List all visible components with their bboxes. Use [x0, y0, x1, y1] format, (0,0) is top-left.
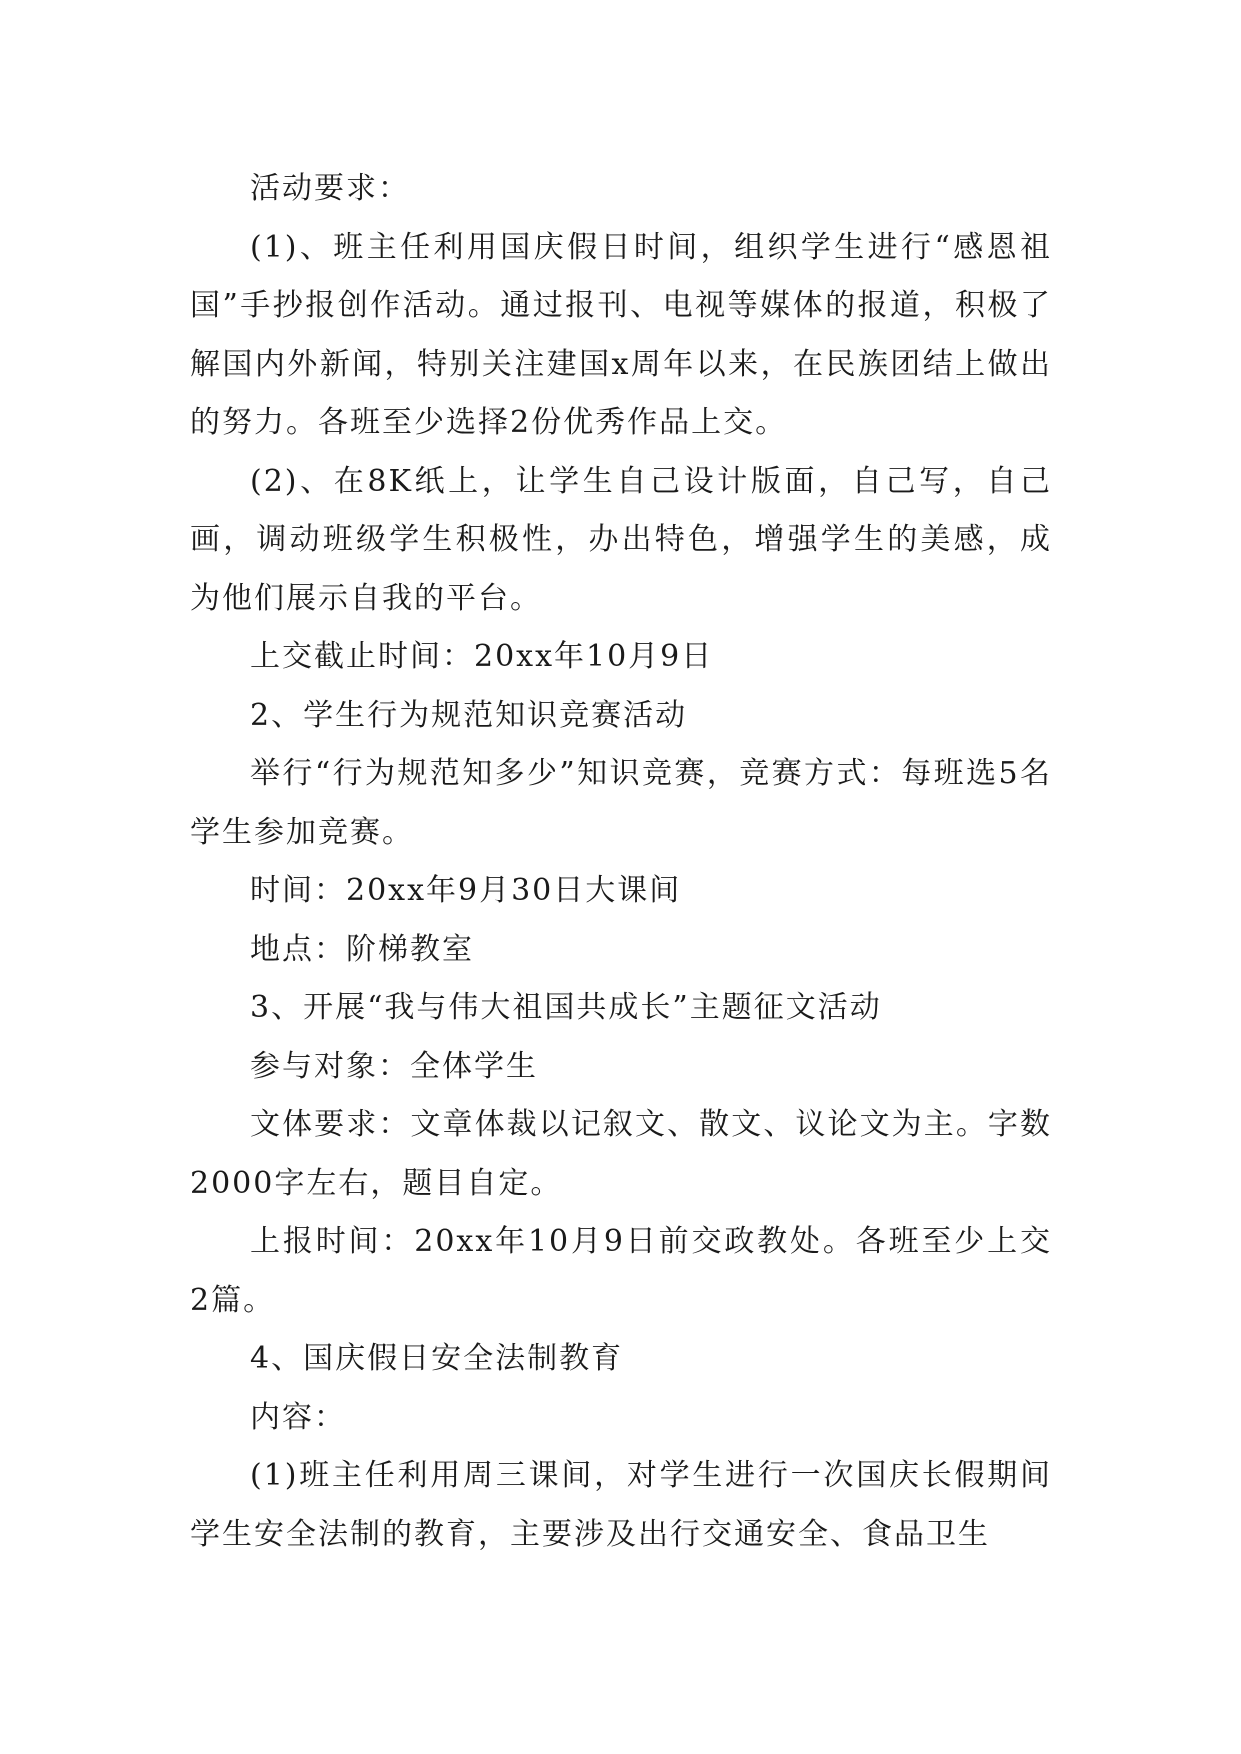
paragraph-submission-deadline: 上交截止时间：20xx年10月9日	[250, 639, 714, 674]
paragraph-quiz-time: 时间：20xx年9月30日大课间	[250, 873, 682, 908]
paragraph-section-4-heading: 4、国庆假日安全法制教育	[250, 1341, 624, 1376]
paragraph-participants: 参与对象：全体学生	[250, 1048, 538, 1084]
paragraph-report-time: 上报时间：20xx年10月9日前交政教处。各班至少上交2篇。	[190, 1224, 1052, 1318]
paragraph-section-2-heading: 2、学生行为规范知识竞赛活动	[250, 697, 688, 733]
paragraph-quiz-description: 举行“行为规范知多少”知识竞赛，竞赛方式：每班选5名学生参加竞赛。	[190, 756, 1052, 850]
paragraph-requirement-1: (1)、班主任利用国庆假日时间，组织学生进行“感恩祖国”手抄报创作活动。通过报刊、电视等媒体的报道，积极了解国内外新闻，特别关注建国x周年以来，在民族团结上做出的努力。各班至少选择2份优秀作品上交。	[190, 229, 1052, 440]
paragraph-quiz-location: 地点：阶梯教室	[250, 931, 474, 967]
paragraph-style-requirements: 文体要求：文章体裁以记叙文、散文、议论文为主。字数2000字左右，题目自定。	[190, 1107, 1052, 1201]
paragraph-requirement-2: (2)、在8K纸上，让学生自己设计版面，自己写，自己画，调动班级学生积极性，办出特色，增强学生的美感，成为他们展示自我的平台。	[190, 463, 1052, 616]
paragraph-content-label: 内容：	[250, 1399, 346, 1435]
paragraph-content-1: (1)班主任利用周三课间，对学生进行一次国庆长假期间学生安全法制的教育，主要涉及出行交通安全、食品卫生	[190, 1458, 1052, 1552]
document-body	[190, 160, 1052, 1564]
paragraph-section-3-heading: 3、开展“我与伟大祖国共成长”主题征文活动	[250, 990, 882, 1025]
paragraph-activity-requirements: 活动要求：	[250, 171, 410, 206]
